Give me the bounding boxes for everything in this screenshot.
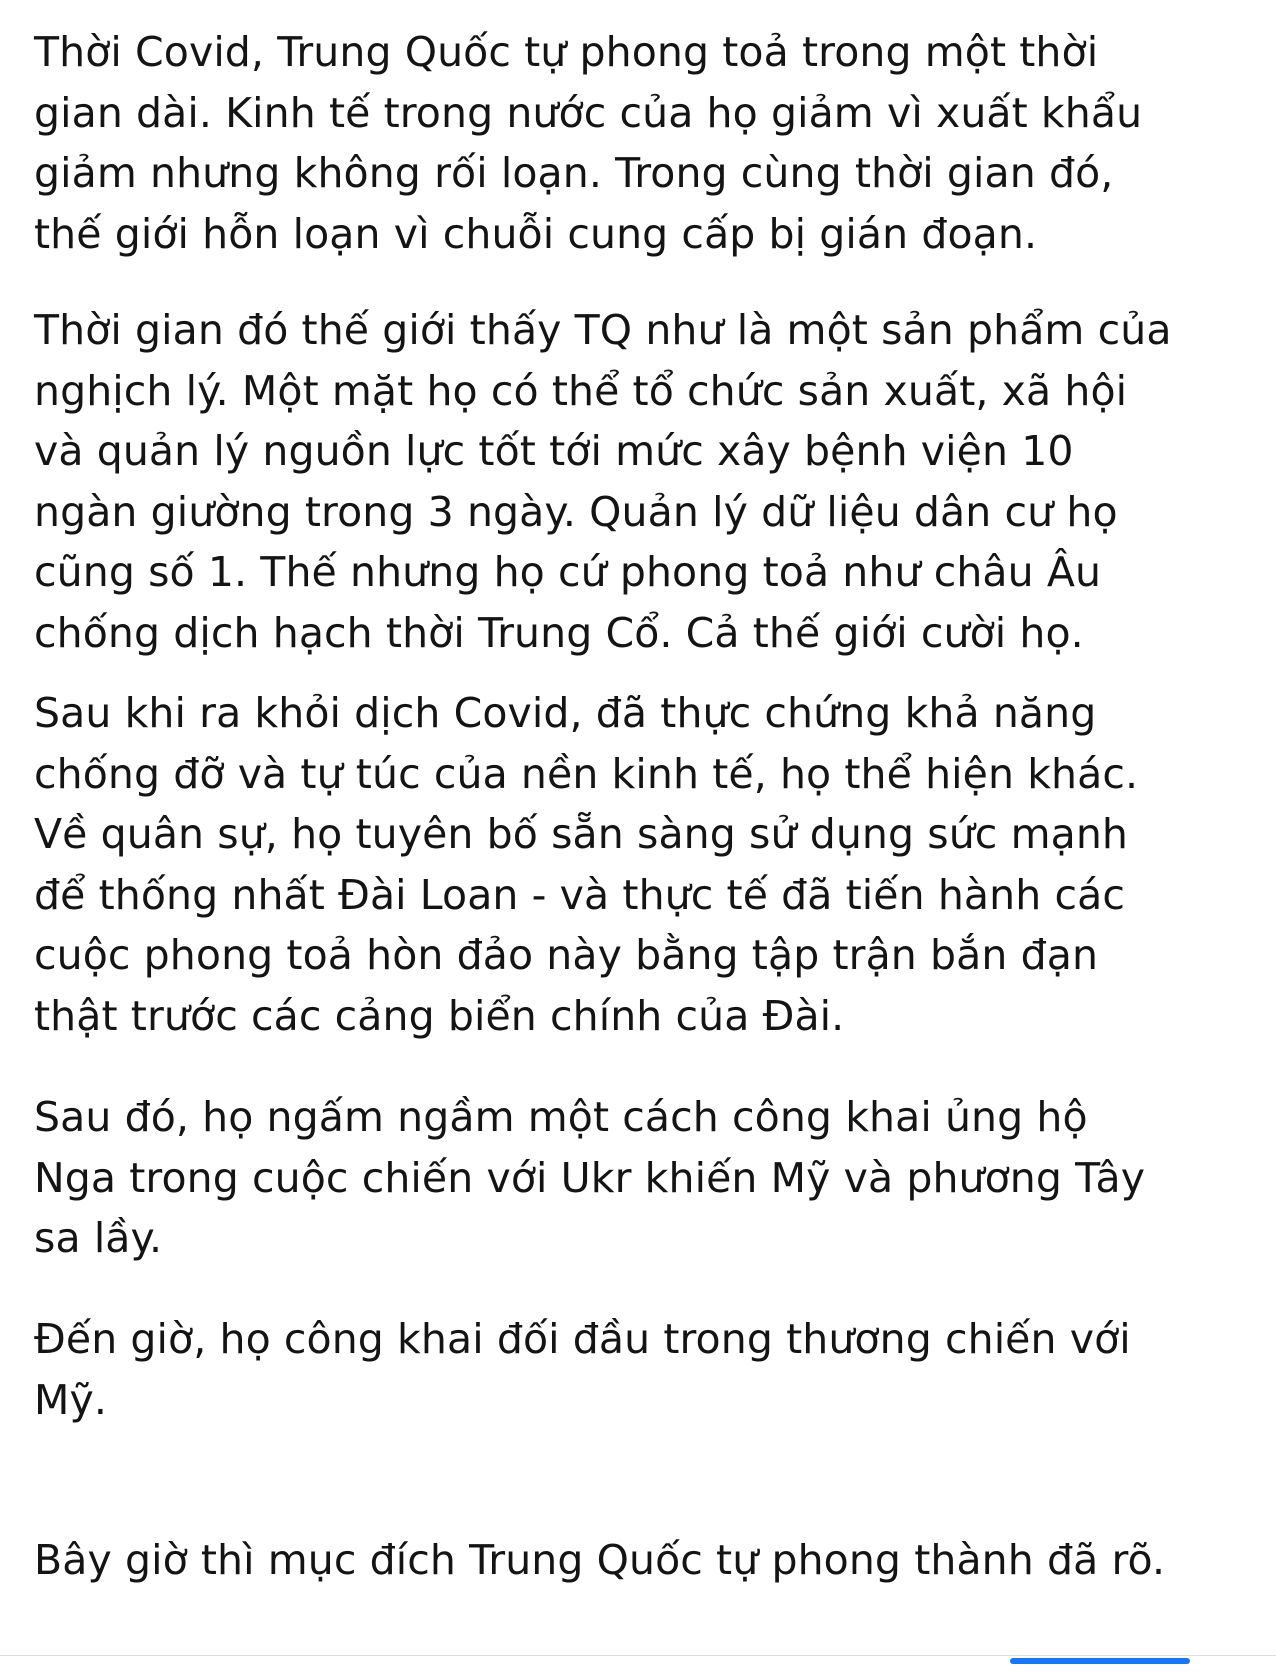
paragraph-6 [34, 1530, 1165, 1591]
paragraph-2 [34, 300, 1172, 663]
paragraph-3 [34, 683, 1138, 1046]
text-line: chống đỡ và tự túc của nền kinh tế, họ thể hiện khác. [34, 749, 1139, 798]
text-line: và quản lý nguồn lực tốt tới mức xây bệnh viện 10 [34, 427, 1074, 475]
text-line: thật trước các cảng biển chính của Đài. [34, 991, 845, 1040]
text-line: Bây giờ thì mục đích Trung Quốc tự phong thành đã rõ. [34, 1536, 1166, 1584]
text-line: Thời gian đó thế giới thấy TQ như là một sản phẩm của [34, 306, 1172, 354]
text-line: sa lầy. [34, 1214, 163, 1262]
bottom-divider [0, 1655, 1276, 1656]
text-line: Nga trong cuộc chiến với Ukr khiến Mỹ và phương Tây [34, 1153, 1146, 1202]
text-line: Sau đó, họ ngấm ngầm một cách công khai ủng hộ [34, 1093, 1088, 1141]
text-line: giảm nhưng không rối loạn. Trong cùng thời gian đó, [34, 149, 1114, 197]
text-line: Mỹ. [34, 1375, 107, 1424]
text-line: Đến giờ, họ công khai đối đầu trong thương chiến với [34, 1315, 1131, 1363]
scroll-indicator[interactable] [1010, 1658, 1190, 1664]
text-line: Sau khi ra khỏi dịch Covid, đã thực chứng khả năng [34, 689, 1097, 737]
text-line: cũng số 1. Thế nhưng họ cứ phong toả như châu Âu [34, 548, 1102, 596]
text-line: nghịch lý. Một mặt họ có thể tổ chức sản xuất, xã hội [34, 366, 1128, 415]
text-line: thế giới hỗn loạn vì chuỗi cung cấp bị gián đoạn. [34, 209, 1038, 258]
paragraph-5 [34, 1309, 1131, 1430]
paragraph-1 [34, 22, 1142, 264]
text-line: gian dài. Kinh tế trong nước của họ giảm vì xuất khẩu [34, 88, 1143, 137]
text-line: cuộc phong toả hòn đảo này bằng tập trận bắn đạn [34, 931, 1099, 979]
text-line: Thời Covid, Trung Quốc tự phong toả trong một thời [34, 28, 1099, 76]
text-line: chống dịch hạch thời Trung Cổ. Cả thế giới cười họ. [34, 608, 1084, 657]
text-line: để thống nhất Đài Loan - và thực tế đã tiến hành các [34, 870, 1125, 919]
paragraph-4 [34, 1087, 1145, 1269]
text-line: Về quân sự, họ tuyên bố sẵn sàng sử dụng sức mạnh [34, 810, 1129, 858]
text-line: ngàn giường trong 3 ngày. Quản lý dữ liệu dân cư họ [34, 487, 1118, 536]
